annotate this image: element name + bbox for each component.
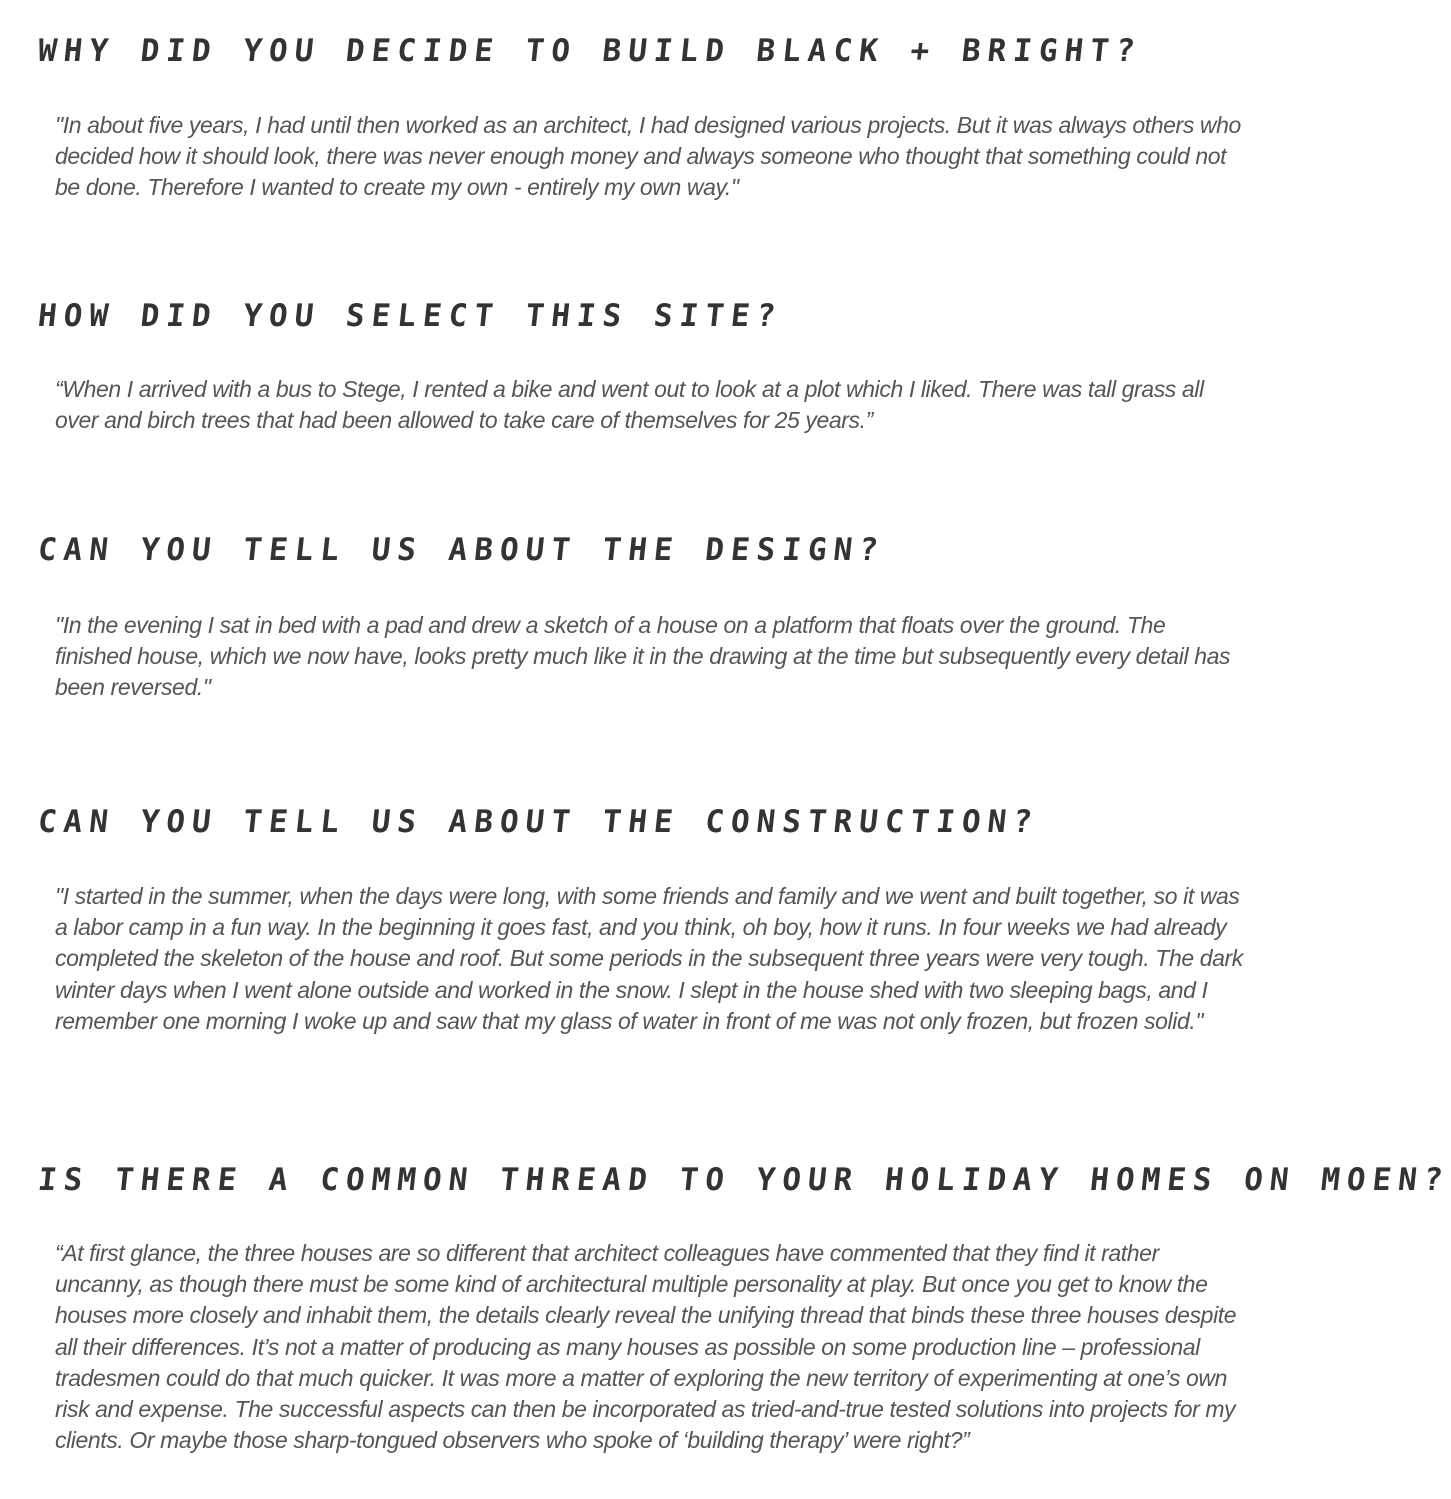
answer-quote: “When I arrived with a bus to Stege, I rented a bike and went out to look at a plot which I liked. There was tall grass all over and birch trees that had been allowed to take care of themselves for 25 years.” [55,376,1204,434]
answer-quote: "In the evening I sat in bed with a pad and drew a sketch of a house on a platform that floats over the ground. The finished house, which we now have, looks pretty much like it in the drawing at the time but subsequently every detail has been reversed." [55,612,1231,701]
answer-quote: "In about five years, I had until then worked as an architect, I had designed various projects. But it was always others who decided how it should look, there was never enough money and always someone who thought that something could not be done. Therefore I wanted to create my own - entirely my own way." [55,112,1241,201]
answer-quote: "I started in the summer, when the days were long, with some friends and family and we went and built together, so it was a labor camp in a fun way. In the beginning it goes fast, and you think, oh boy, how it runs. In four weeks we had already completed the skeleton of the house and roof. But some periods in the subsequent three years were very tough. The dark winter days when I went alone outside and worked in the snow. I slept in the house shed with two sleeping bags, and I remember one morning I woke up and saw that my glass of water in front of me was not only frozen, but frozen solid." [55,883,1243,1034]
question-heading: WHY DID YOU DECIDE TO BUILD BLACK + BRIGHT? [36,33,1144,69]
question-heading: HOW DID YOU SELECT THIS SITE? [36,298,785,334]
question-heading: IS THERE A COMMON THREAD TO YOUR HOLIDAY HOMES ON MOEN? [36,1162,1451,1198]
question-heading: CAN YOU TELL US ABOUT THE CONSTRUCTION? [36,804,1041,840]
answer-quote: “At first glance, the three houses are so different that architect colleagues have commented that they find it rather uncanny, as though there must be some kind of architectural multiple personality at play. But once you get to know the houses more closely and inhabit them, the details clearly reveal the unifying thread that binds these three houses despite all their differences. It’s not a matter of producing as many houses as possible on some production line – professional tradesmen could do that much quicker. It was more a matter of exploring the new territory of experimenting at one’s own risk and expense. The successful aspects can then be incorporated as tried-and-true tested solutions into projects for my clients. Or maybe those sharp-tongued observers who spoke of ‘building therapy’ were right?” [55,1240,1237,1454]
question-heading: CAN YOU TELL US ABOUT THE DESIGN? [36,532,887,568]
